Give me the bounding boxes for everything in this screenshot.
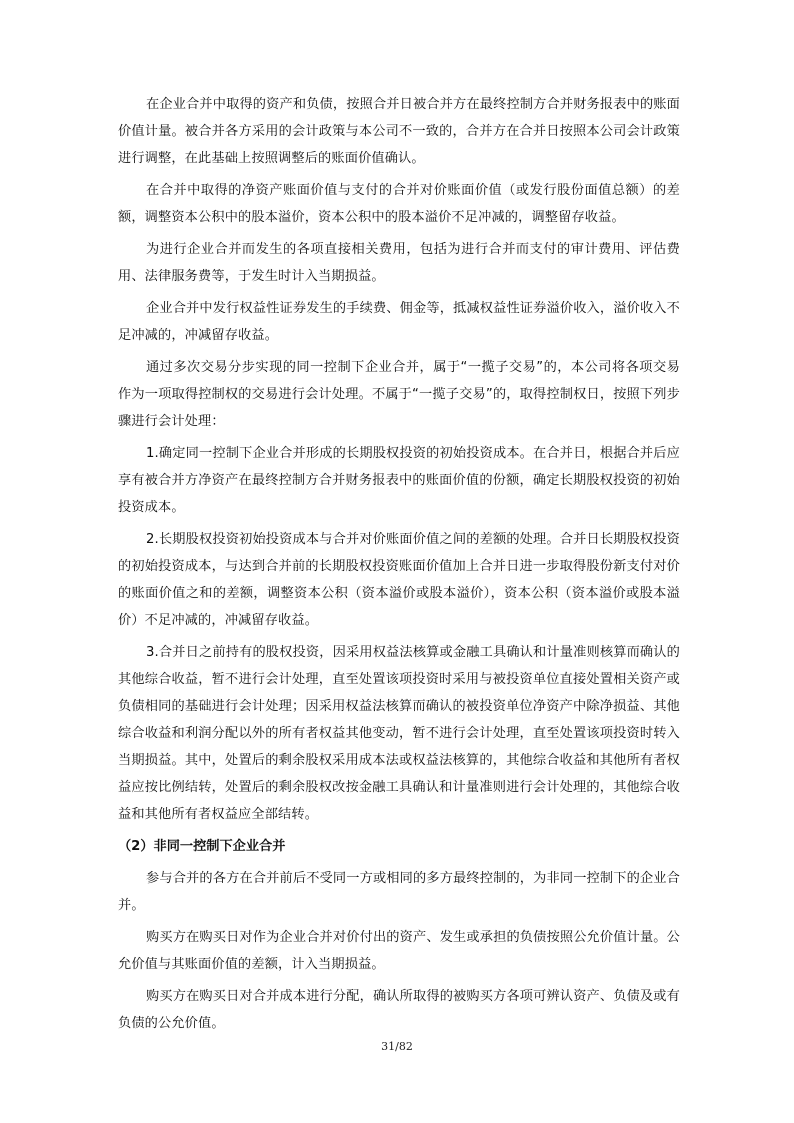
page-number: 31/82 [381,1040,413,1053]
paragraph: 在合并中取得的净资产账面价值与支付的合并对价账面价值（或发行股份面值总额）的差额，调整资本公积中的股本溢价，资本公积中的股本溢价不足冲减的，调整留存收益。 [118,183,680,225]
paragraph: 企业合并中发行权益性证券发生的手续费、佣金等，抵减权益性证券溢价收入，溢价收入不足冲减的，冲减留存收益。 [118,301,680,343]
paragraph: 1.确定同一控制下企业合并形成的长期股权投资的初始投资成本。在合并日，根据合并后应享有被合并方净资产在最终控制方合并财务报表中的账面价值的份额，确定长期股权投资的初始投资成本。 [118,446,680,515]
paragraph: 参与合并的各方在合并前后不受同一方或相同的多方最终控制的，为非同一控制下的企业合并。 [118,871,680,913]
paragraph: 2.长期股权投资初始投资成本与合并对价账面价值之间的差额的处理。合并日长期股权投资的初始投资成本，与达到合并前的长期股权投资账面价值加上合并日进一步取得股份新支付对价的账面价值之和的差额，调整资本公积（资本溢价或股本溢价），资本公积（资本溢价或股本溢价）不足冲减的，冲减留存收益。 [118,532,680,628]
paragraph: 为进行企业合并而发生的各项直接相关费用，包括为进行合并而支付的审计费用、评估费用、法律服务费等，于发生时计入当期损益。 [118,242,680,284]
paragraph: 在企业合并中取得的资产和负债，按照合并日被合并方在最终控制方合并财务报表中的账面价值计量。被合并各方采用的会计政策与本公司不一致的，合并方在合并日按照本公司会计政策进行调整，在此基础上按照调整后的账面价值确认。 [118,97,680,166]
paragraph: 购买方在购买日对合并成本进行分配，确认所取得的被购买方各项可辨认资产、负债及或有负债的公允价值。 [118,989,680,1031]
paragraph: 通过多次交易分步实现的同一控制下企业合并，属于“一揽子交易”的，本公司将各项交易作为一项取得控制权的交易进行会计处理。不属于“一揽子交易”的，取得控制权日，按照下列步骤进行会计处理： [118,360,680,429]
paragraph: 购买方在购买日对作为企业合并对价付出的资产、发生或承担的负债按照公允价值计量。公允价值与其账面价值的差额，计入当期损益。 [118,930,680,972]
section-heading: （2）非同一控制下企业合并 [118,839,286,854]
paragraph: 3.合并日之前持有的股权投资，因采用权益法核算或金融工具确认和计量准则核算而确认的其他综合收益，暂不进行会计处理，直至处置该项投资时采用与被投资单位直接处置相关资产或负债相同的基础进行会计处理；因采用权益法核算而确认的被投资单位净资产中除净损益、其他综合收益和利润分配以外的所有者权益其他变动，暂不进行会计处理，直至处置该项投资时转入当期损益。其中，处置后的剩余股权采用成本法或权益法核算的，其他综合收益和其他所有者权益应按比例结转，处置后的剩余股权改按金融工具确认和计量准则进行会计处理的，其他综合收益和其他所有者权益应全部结转。 [118,645,680,822]
document-body [118,91,680,1042]
